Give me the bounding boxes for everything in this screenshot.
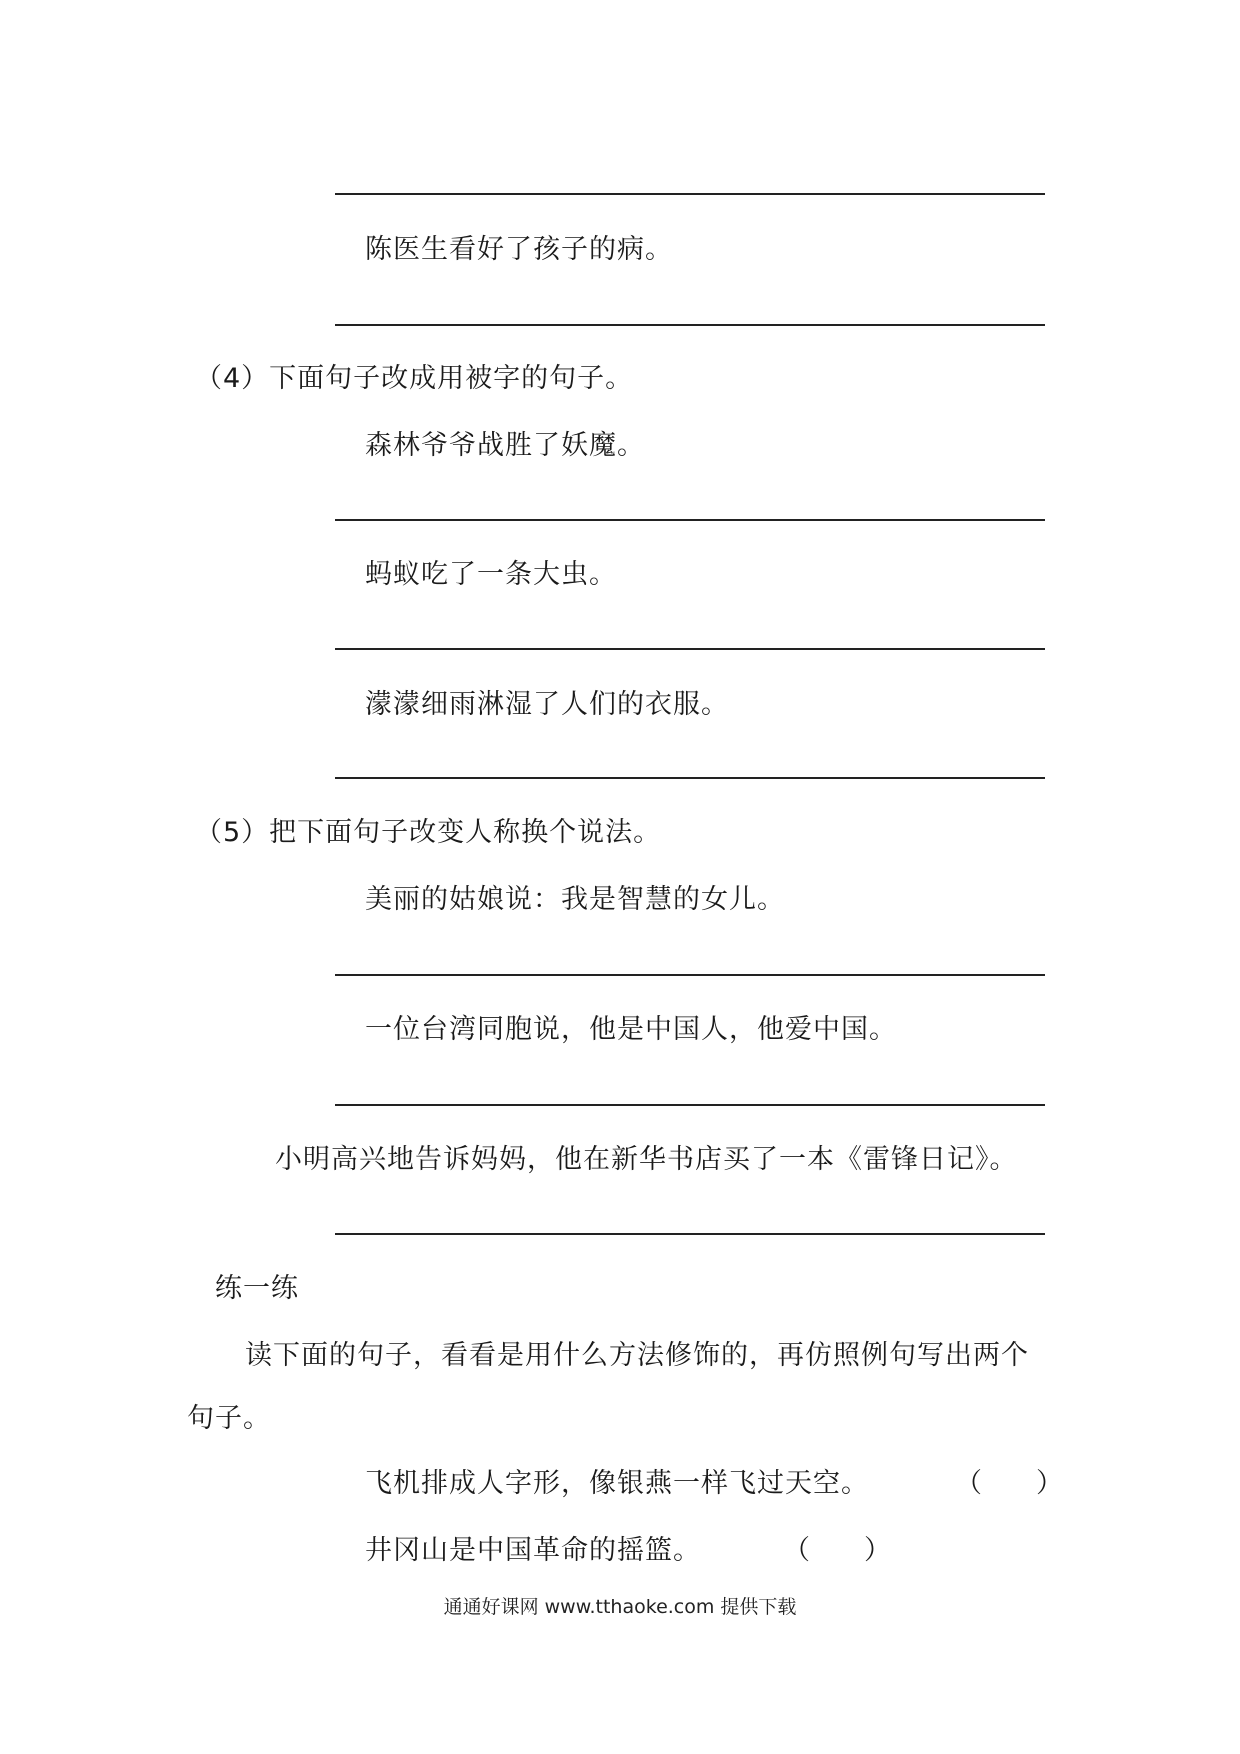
q4-sentence-2: 蚂蚁吃了一条大虫。 <box>365 559 617 590</box>
sentence-doctor: 陈医生看好了孩子的病。 <box>365 234 673 265</box>
q5-heading: （5）把下面句子改变人称换个说法。 <box>195 817 662 848</box>
answer-line <box>335 648 1045 650</box>
answer-line <box>335 1233 1045 1235</box>
footer-source: 通通好课网 www.tthaoke.com 提供下载 <box>443 1596 797 1618</box>
practice-instruction-line2: 句子。 <box>187 1403 271 1434</box>
answer-paren-2: （ ） <box>783 1535 891 1566</box>
answer-line <box>335 1104 1045 1106</box>
q5-sentence-3: 小明高兴地告诉妈妈，他在新华书店买了一本《雷锋日记》。 <box>275 1144 1018 1175</box>
answer-line <box>335 777 1045 779</box>
practice-example-1: 飞机排成人字形，像银燕一样飞过天空。 <box>365 1468 869 1499</box>
q5-sentence-1: 美丽的姑娘说：我是智慧的女儿。 <box>365 884 785 915</box>
q4-sentence-3: 濛濛细雨淋湿了人们的衣服。 <box>365 689 729 720</box>
q5-sentence-2: 一位台湾同胞说，他是中国人，他爱中国。 <box>365 1014 897 1045</box>
practice-instruction-line1: 读下面的句子，看看是用什么方法修饰的，再仿照例句写出两个 <box>245 1340 1029 1371</box>
answer-line <box>335 324 1045 326</box>
q4-heading: （4）下面句子改成用被字的句子。 <box>195 363 634 394</box>
q4-sentence-1: 森林爷爷战胜了妖魔。 <box>365 430 645 461</box>
answer-line <box>335 519 1045 521</box>
practice-example-2: 井冈山是中国革命的摇篮。 <box>365 1535 701 1566</box>
answer-line <box>335 193 1045 195</box>
answer-line <box>335 974 1045 976</box>
practice-title: 练一练 <box>215 1273 299 1304</box>
answer-paren-1: （ ） <box>955 1468 1063 1499</box>
